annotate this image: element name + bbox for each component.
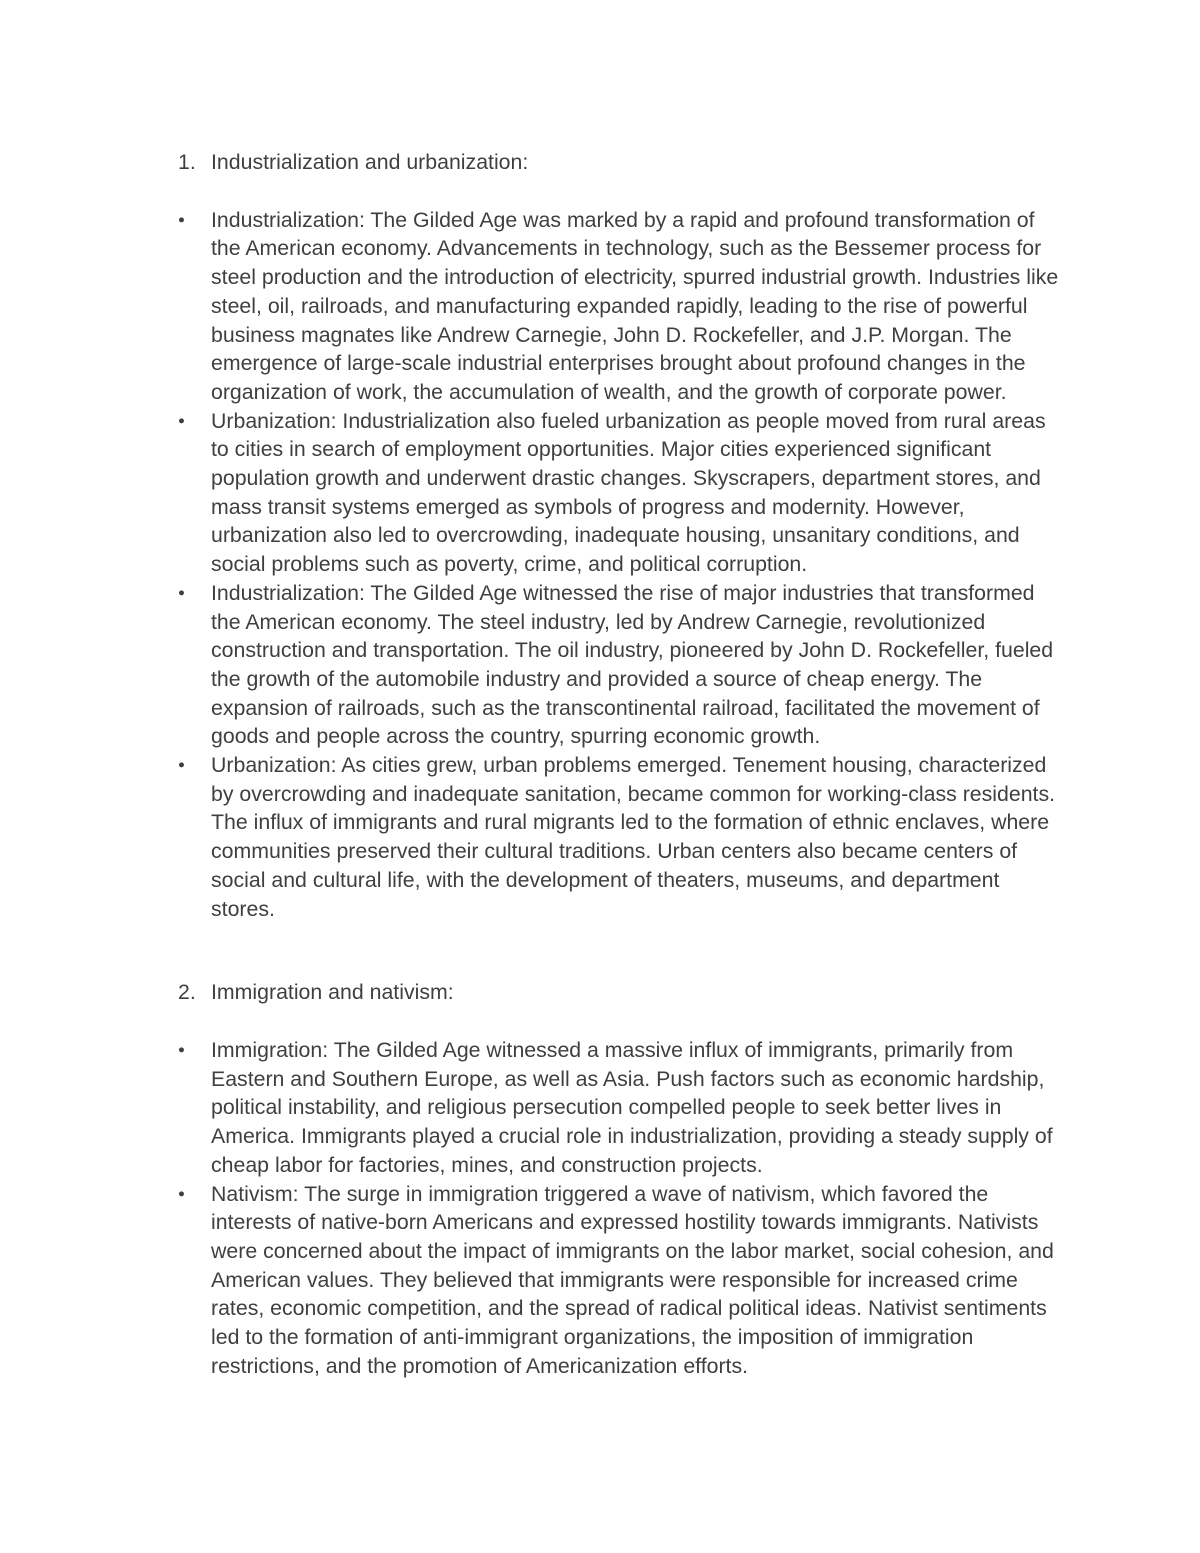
heading-text: Immigration and nativism: [211, 980, 454, 1005]
heading-text: Industrialization and urbanization: [211, 150, 529, 174]
bullet-icon: ● [178, 213, 185, 226]
section-immigration-and-nativism [141, 978, 1059, 1380]
list-number: 2. [178, 980, 196, 1005]
numbered-heading [141, 978, 1059, 1007]
bullet-text: Industrialization: The Gilded Age witnessed the rise of major industries that transformed the American economy. The steel industry, led by Andrew Carnegie, revolutionized construction and transportation. The oil industry, pioneered by John D. Rockefeller, fueled the growth of the automobile industry and provided a source of cheap energy. The expansion of railroads, such as the transcontinental railroad, facilitated the movement of goods and people across the country, spurring economic growth. [211, 580, 1054, 749]
bullet-item [141, 1036, 1059, 1180]
list-number: 1. [178, 150, 196, 174]
numbered-heading [141, 148, 1059, 177]
bullet-icon: ● [178, 1187, 185, 1200]
bullet-item [141, 579, 1059, 751]
bullet-text: Urbanization: Industrialization also fueled urbanization as people moved from rural areas to cities in search of employment opportunities. Major cities experienced significant population growth and underwent drastic changes. Skyscrapers, department stores, and mass transit systems emerged as symbols of progress and modernity. However, urbanization also led to overcrowding, inadequate housing, unsanitary conditions, and social problems such as poverty, crime, and political corruption. [211, 408, 1046, 577]
bullet-text: Immigration: The Gilded Age witnessed a massive influx of immigrants, primarily from Eastern and Southern Europe, as well as Asia. Push factors such as economic hardship, political instability, and religious persecution compelled people to seek better lives in America. Immigrants played a crucial role in industrialization, providing a steady supply of cheap labor for factories, mines, and construction projects. [211, 1037, 1053, 1177]
bullet-icon: ● [178, 1043, 185, 1056]
bullet-icon: ● [178, 586, 185, 599]
bullet-item [141, 407, 1059, 579]
bullet-text: Nativism: The surge in immigration triggered a wave of nativism, which favored the interests of native-born Americans and expressed hostility towards immigrants. Nativists were concerned about the impact of immigrants on the labor market, social cohesion, and American values. They believed that immigrants were responsible for increased crime rates, economic competition, and the spread of radical political ideas. Nativist sentiments led to the formation of anti-immigrant organizations, the imposition of immigration restrictions, and the promotion of Americanization efforts. [211, 1181, 1054, 1378]
bullet-icon: ● [178, 414, 185, 427]
bullet-item [141, 206, 1059, 407]
section-industrialization-and-urbanization [141, 148, 1059, 923]
bullet-text: Urbanization: As cities grew, urban problems emerged. Tenement housing, characterized by overcrowding and inadequate sanitation, became common for working-class residents. The influx of immigrants and rural migrants led to the formation of ethnic enclaves, where communities preserved their cultural traditions. Urban centers also became centers of social and cultural life, with the development of theaters, museums, and department stores. [211, 753, 1056, 921]
bullet-item [141, 751, 1059, 923]
bullet-icon: ● [178, 759, 185, 772]
bullet-item [141, 1180, 1059, 1381]
bullet-text: Industrialization: The Gilded Age was marked by a rapid and profound transformation of the American economy. Advancements in technology, such as the Bessemer process for steel production and the introduction of electricity, spurred industrial growth. Industries like steel, oil, railroads, and manufacturing expanded rapidly, leading to the rise of powerful business magnates like Andrew Carnegie, John D. Rockefeller, and J.P. Morgan. The emergence of large-scale industrial enterprises brought about profound changes in the organization of work, the accumulation of wealth, and the growth of corporate power. [211, 207, 1059, 404]
